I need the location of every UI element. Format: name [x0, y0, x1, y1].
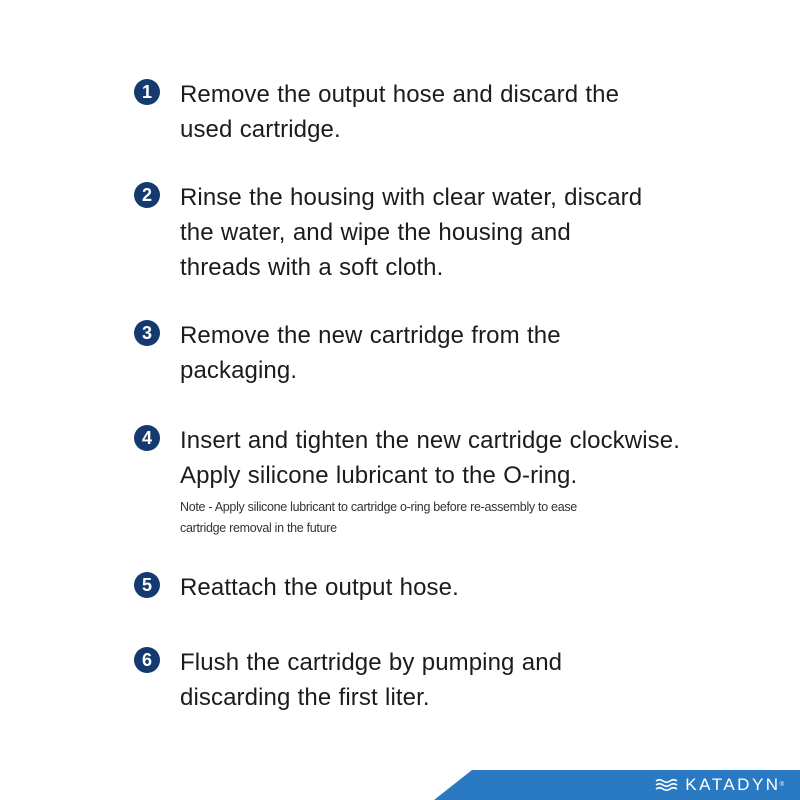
step-text-line: Reattach the output hose.	[180, 574, 459, 601]
step-note-line: Note - Apply silicone lubricant to cartridge o-ring before re-assembly to ease	[180, 500, 577, 514]
step-note	[180, 497, 694, 539]
registered-mark: ®	[779, 782, 784, 788]
step-number-badge: 1	[134, 79, 160, 105]
brand-logo	[655, 775, 784, 795]
step-text-line: Rinse the housing with clear water, discard	[180, 184, 643, 211]
step-text-line: packaging.	[180, 357, 298, 384]
step-text-line: Remove the output hose and discard the	[180, 81, 620, 108]
step-text	[180, 77, 694, 147]
wave-icon	[655, 778, 683, 792]
step-text	[180, 423, 694, 493]
step-number-badge: 2	[134, 182, 160, 208]
step-text-line: threads with a soft cloth.	[180, 254, 444, 281]
step-text	[180, 645, 694, 715]
step-text-line: Flush the cartridge by pumping and	[180, 649, 563, 676]
step-2	[134, 180, 694, 285]
step-text-line: discarding the first liter.	[180, 684, 430, 711]
step-text-line: Insert and tighten the new cartridge clockwise.	[180, 427, 680, 454]
step-1	[134, 77, 694, 147]
step-4	[134, 423, 694, 539]
brand-name: KATADYN	[685, 775, 781, 794]
step-number-badge: 5	[134, 572, 160, 598]
step-number-badge: 4	[134, 425, 160, 451]
step-number-badge: 6	[134, 647, 160, 673]
step-text	[180, 318, 694, 388]
step-note-line: cartridge removal in the future	[180, 521, 337, 535]
step-text-line: the water, and wipe the housing and	[180, 219, 571, 246]
step-text-line: Apply silicone lubricant to the O-ring.	[180, 462, 578, 489]
step-6	[134, 645, 694, 715]
step-5	[134, 570, 694, 605]
step-text	[180, 180, 694, 285]
step-3	[134, 318, 694, 388]
step-text-line: used cartridge.	[180, 116, 341, 143]
step-text-line: Remove the new cartridge from the	[180, 322, 561, 349]
step-text	[180, 570, 694, 605]
step-number-badge: 3	[134, 320, 160, 346]
